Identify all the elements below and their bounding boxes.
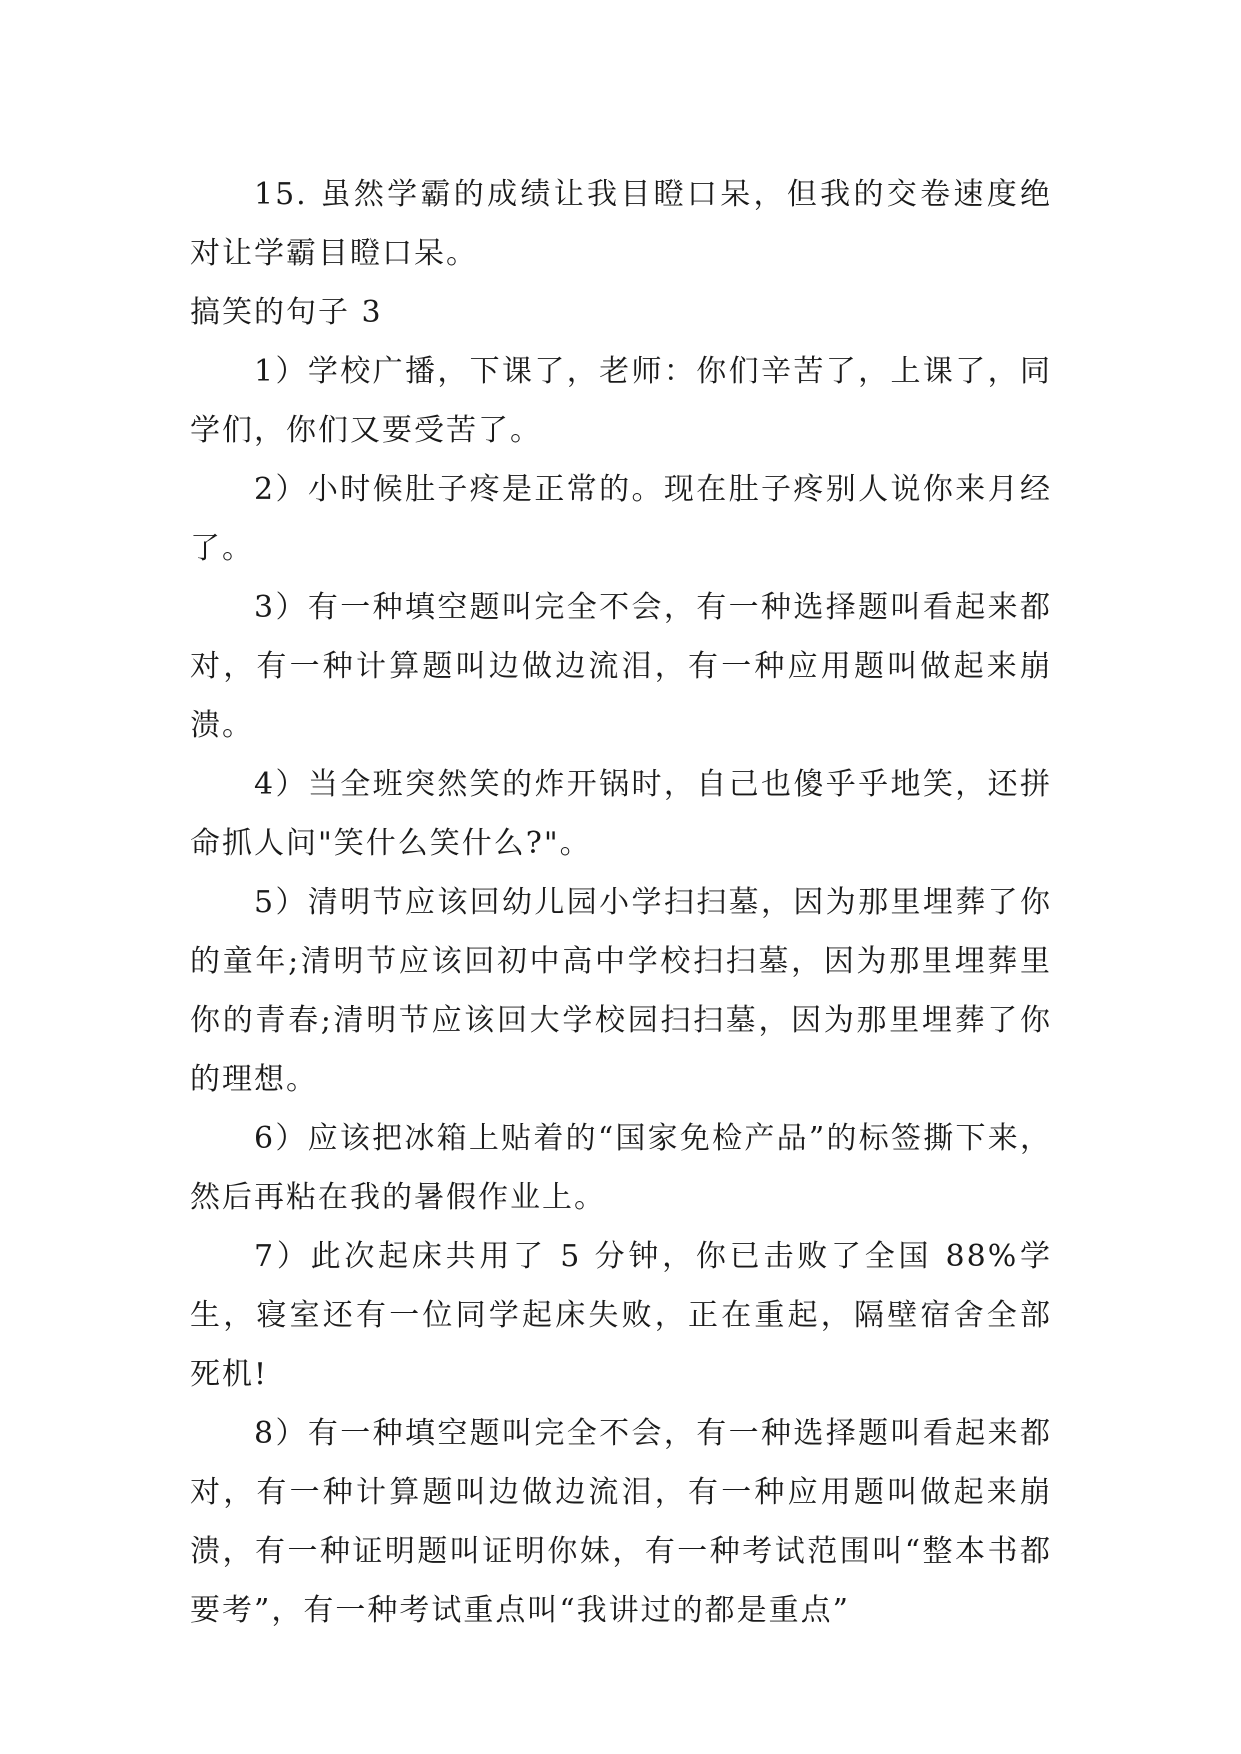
paragraph-item-15: 15. 虽然学霸的成绩让我目瞪口呆，但我的交卷速度绝对让学霸目瞪口呆。: [190, 177, 1052, 271]
paragraph-item-4: 4）当全班突然笑的炸开锅时，自己也傻乎乎地笑，还拼命抓人问"笑什么笑什么?"。: [190, 767, 1052, 861]
paragraph-item-3: 3）有一种填空题叫完全不会，有一种选择题叫看起来都对，有一种计算题叫边做边流泪，有一种应用题叫做起来崩溃。: [190, 590, 1052, 743]
paragraph-item-8: 8）有一种填空题叫完全不会，有一种选择题叫看起来都对，有一种计算题叫边做边流泪，有一种应用题叫做起来崩溃，有一种证明题叫证明你妹，有一种考试范围叫“整本书都要考”，有一种考试重点叫“我讲过的都是重点”: [190, 1416, 1052, 1628]
paragraph-item-2: 2）小时候肚子疼是正常的。现在肚子疼别人说你来月经了。: [190, 472, 1052, 566]
paragraph-item-5: 5）清明节应该回幼儿园小学扫扫墓，因为那里埋葬了你的童年;清明节应该回初中高中学校扫扫墓，因为那里埋葬里你的青春;清明节应该回大学校园扫扫墓，因为那里埋葬了你的理想。: [190, 885, 1052, 1097]
paragraph-item-1: 1）学校广播，下课了，老师：你们辛苦了，上课了，同学们，你们又要受苦了。: [190, 354, 1052, 448]
paragraph-item-7: 7）此次起床共用了 5 分钟，你已击败了全国 88%学生，寝室还有一位同学起床失败，正在重起，隔壁宿舍全部死机!: [190, 1239, 1052, 1392]
paragraph-item-6: 6）应该把冰箱上贴着的“国家免检产品”的标签撕下来，然后再粘在我的暑假作业上。: [190, 1121, 1052, 1215]
document-page: [190, 165, 1052, 1628]
section-heading: 搞笑的句子 3: [190, 295, 383, 330]
